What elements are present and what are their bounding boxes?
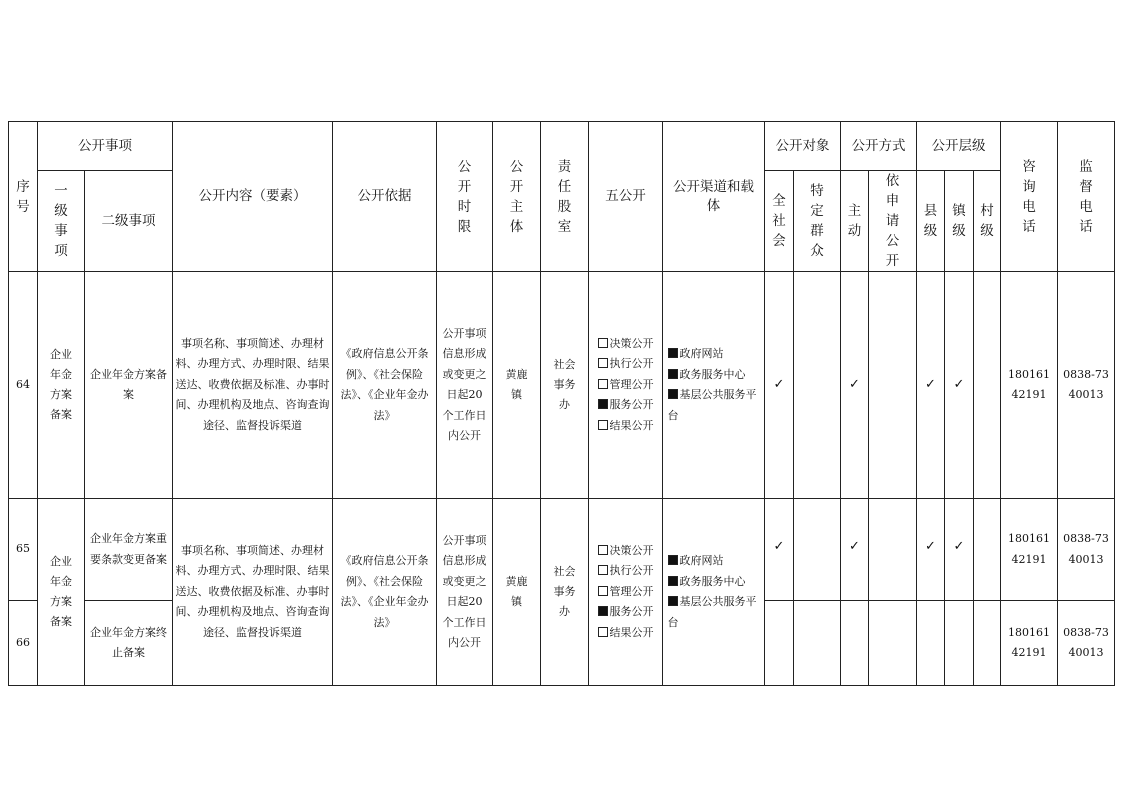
disclosure-table: [8, 121, 1115, 686]
header-supervise: 监督电话: [1058, 122, 1115, 272]
row-office: 社会事务办: [541, 272, 589, 499]
checked-box-icon: [668, 576, 678, 586]
header-target: 公开对象: [765, 122, 841, 171]
tick-method-active: ✓: [841, 272, 869, 499]
five-item: 服务公开: [598, 602, 654, 623]
cell-method-apply: [869, 272, 917, 499]
five-item: 结果公开: [598, 416, 654, 437]
cell-target-group: [794, 499, 841, 601]
tick-method-active: ✓: [841, 499, 869, 601]
header-method: 公开方式: [841, 122, 917, 171]
header-tier-county: 县级: [917, 171, 945, 272]
checked-box-icon: [668, 348, 678, 358]
row-five-public: [589, 499, 663, 686]
channel-item: 政府网站: [668, 344, 760, 365]
row-level2: 企业年金方案终止备案: [85, 601, 173, 686]
row-consult: 18016142191: [1001, 272, 1058, 499]
channel-item: 政务服务中心: [668, 365, 760, 386]
header-tier-town: 镇级: [945, 171, 974, 272]
row-level2: 企业年金方案备案: [85, 272, 173, 499]
checkbox-icon: [598, 627, 608, 637]
row-deadline: 公开事项信息形成或变更之日起20个工作日内公开: [437, 272, 493, 499]
header-five: 五公开: [589, 122, 663, 272]
table-row: [9, 499, 1115, 601]
row-deadline: 公开事项信息形成或变更之日起20个工作日内公开: [437, 499, 493, 686]
five-item: 决策公开: [598, 334, 654, 355]
checked-box-icon: [668, 596, 678, 606]
row-level1: 企业年金方案备案: [38, 499, 85, 686]
row-consult: 18016142191: [1001, 601, 1058, 686]
header-subject: 公开主体: [493, 122, 541, 272]
header-tier: 公开层级: [917, 122, 1001, 171]
checked-box-icon: [668, 555, 678, 565]
row-basis: 《政府信息公开条例》、《社会保险法》、《企业年金办法》: [333, 499, 437, 686]
row-consult: 18016142191: [1001, 499, 1058, 601]
row-content: 事项名称、事项简述、办理材料、办理方式、办理时限、结果送达、收费依据及标准、办事时间、办理机构及地点、咨询查询途径、监督投诉渠道: [173, 272, 333, 499]
row-five-public: [589, 272, 663, 499]
channel-item: 基层公共服务平台: [667, 388, 757, 422]
checkbox-icon: [598, 379, 608, 389]
row-supervise: 0838-7340013: [1058, 499, 1115, 601]
channel-item: 政务服务中心: [668, 572, 760, 593]
five-item: 决策公开: [598, 541, 654, 562]
header-method-apply: 依申请公开: [869, 171, 917, 272]
cell-target-group: [794, 601, 841, 686]
row-subject: 黄鹿镇: [493, 499, 541, 686]
row-office: 社会事务办: [541, 499, 589, 686]
header-matter: 公开事项: [38, 122, 173, 171]
row-seq: 66: [9, 601, 38, 686]
cell-tier-county: [917, 601, 945, 686]
checked-box-icon: [598, 606, 608, 616]
tick-tier-county: ✓: [917, 499, 945, 601]
cell-target-group: [794, 272, 841, 499]
channel-item: 政府网站: [668, 551, 760, 572]
checkbox-icon: [598, 420, 608, 430]
tick-target-all: ✓: [765, 499, 794, 601]
row-supervise: 0838-7340013: [1058, 272, 1115, 499]
five-item: 执行公开: [598, 561, 654, 582]
checked-box-icon: [668, 389, 678, 399]
checkbox-icon: [598, 338, 608, 348]
header-target-all: 全社会: [765, 171, 794, 272]
cell-method-apply: [869, 499, 917, 601]
checked-box-icon: [668, 369, 678, 379]
row-channel: [663, 499, 765, 686]
tick-tier-town: ✓: [945, 499, 974, 601]
row-level2: 企业年金方案重要条款变更备案: [85, 499, 173, 601]
row-content: 事项名称、事项简述、办理材料、办理方式、办理时限、结果送达、收费依据及标准、办事时间、办理机构及地点、咨询查询途径、监督投诉渠道: [173, 499, 333, 686]
row-supervise: 0838-7340013: [1058, 601, 1115, 686]
row-subject: 黄鹿镇: [493, 272, 541, 499]
tick-tier-town: ✓: [945, 272, 974, 499]
checkbox-icon: [598, 586, 608, 596]
cell-tier-village: [974, 272, 1001, 499]
header-method-active: 主动: [841, 171, 869, 272]
five-item: 服务公开: [598, 395, 654, 416]
header-seq: 序号: [9, 122, 38, 272]
channel-item: 基层公共服务平台: [667, 595, 757, 629]
cell-target-all: [765, 601, 794, 686]
row-seq: 64: [9, 272, 38, 499]
checked-box-icon: [598, 399, 608, 409]
header-channel: 公开渠道和载体: [663, 122, 765, 272]
row-channel: [663, 272, 765, 499]
cell-tier-village: [974, 499, 1001, 601]
header-deadline: 公开时限: [437, 122, 493, 272]
five-item: 管理公开: [598, 582, 654, 603]
header-consult: 咨询电话: [1001, 122, 1058, 272]
table-row: [9, 272, 1115, 499]
cell-tier-village: [974, 601, 1001, 686]
row-level1: 企业年金方案备案: [38, 272, 85, 499]
checkbox-icon: [598, 565, 608, 575]
cell-tier-town: [945, 601, 974, 686]
header-office: 责任股室: [541, 122, 589, 272]
row-basis: 《政府信息公开条例》、《社会保险法》、《企业年金办法》: [333, 272, 437, 499]
header-target-group: 特定群众: [794, 171, 841, 272]
checkbox-icon: [598, 545, 608, 555]
checkbox-icon: [598, 358, 608, 368]
cell-method-active: [841, 601, 869, 686]
header-basis: 公开依据: [333, 122, 437, 272]
tick-target-all: ✓: [765, 272, 794, 499]
five-item: 结果公开: [598, 623, 654, 644]
five-item: 执行公开: [598, 354, 654, 375]
header-level1: 一级事项: [38, 171, 85, 272]
header-tier-village: 村级: [974, 171, 1001, 272]
header-content: 公开内容（要素）: [173, 122, 333, 272]
five-item: 管理公开: [598, 375, 654, 396]
tick-tier-county: ✓: [917, 272, 945, 499]
cell-method-apply: [869, 601, 917, 686]
row-seq: 65: [9, 499, 38, 601]
header-level2: 二级事项: [85, 171, 173, 272]
